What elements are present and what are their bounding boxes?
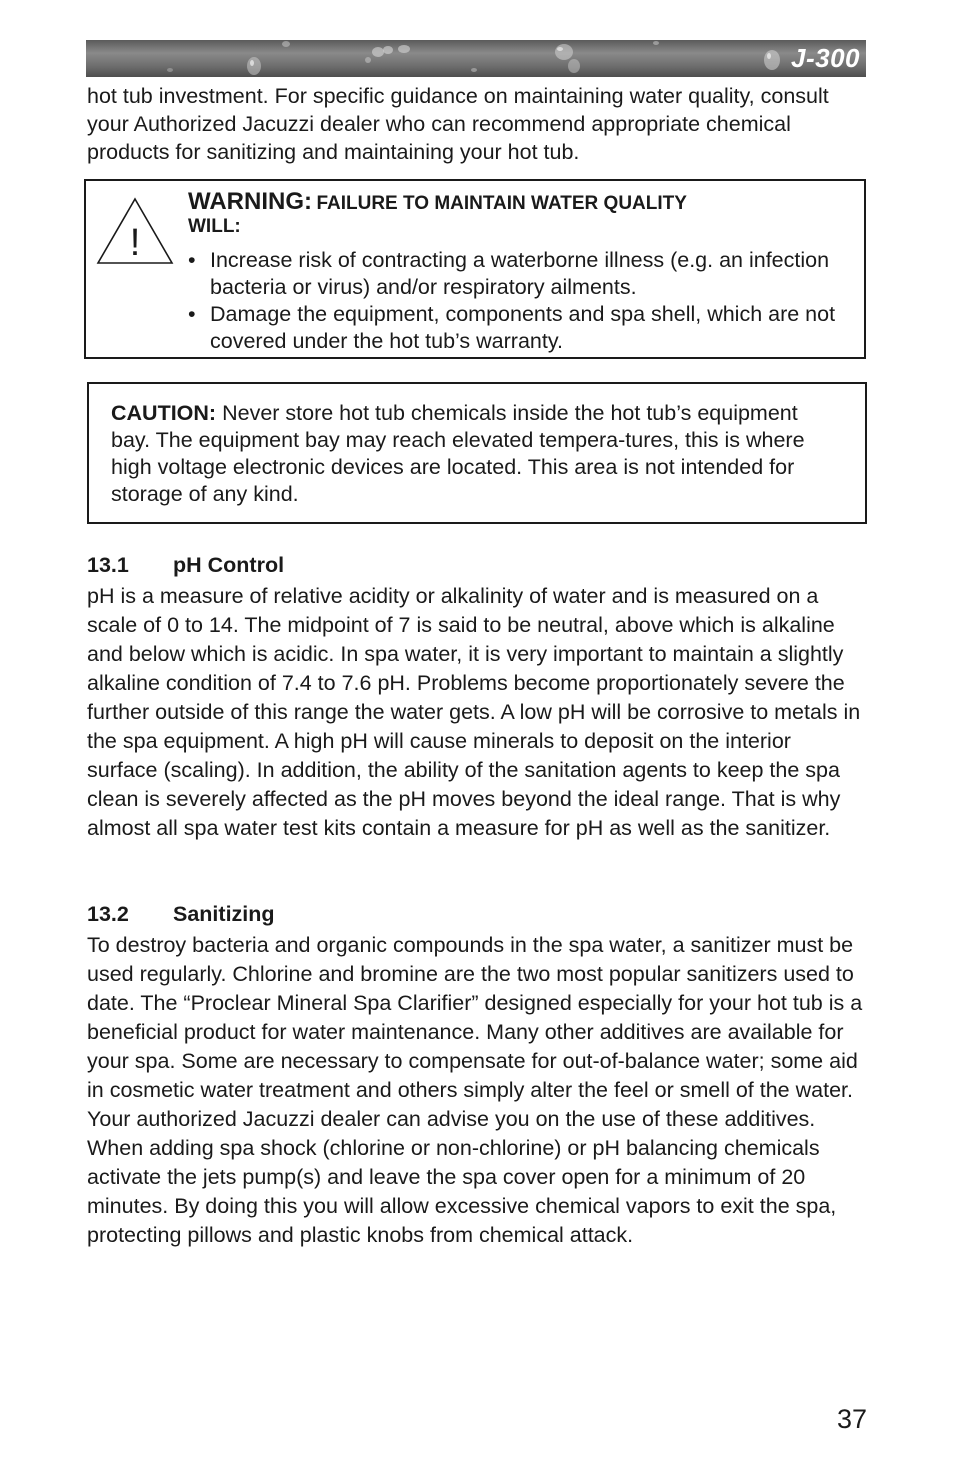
caution-label: CAUTION: [111, 401, 217, 425]
header-bar [86, 40, 866, 77]
warning-item-text: Increase risk of contracting a waterborne illness (e.g. an infection bacteria or virus) and/or respiratory ailments. [210, 248, 830, 299]
warning-box [84, 179, 866, 359]
section-number: 13.1 [87, 553, 129, 577]
model-label: J-300 [791, 43, 860, 73]
caution-box [87, 382, 867, 524]
water-droplets-decoration [86, 40, 866, 77]
warning-triangle-icon [94, 195, 176, 267]
warning-item-text: Damage the equipment, components and spa shell, which are not covered under the hot tub’s warranty. [210, 302, 836, 353]
section-title: pH Control [173, 553, 285, 577]
intro-paragraph: hot tub investment. For specific guidance on maintaining water quality, consult your Authorized Jacuzzi dealer who can recommend appropriate chemical products for sanitizing and maintaining your hot tub. [87, 84, 829, 164]
section-title: Sanitizing [173, 902, 275, 926]
caution-paragraph [111, 400, 841, 508]
section-heading-ph-control [87, 551, 284, 579]
section-number: 13.2 [87, 902, 129, 926]
warning-subtitle-line2: WILL: [188, 216, 241, 237]
warning-item [188, 247, 858, 301]
svg-text:!: ! [129, 222, 141, 264]
page-number: 37 [836, 1404, 867, 1434]
section-body-ph-control: pH is a measure of relative acidity or alkalinity of water and is measured on a scale of 0 to 14. The midpoint of 7 is said to be neutral, above which is alkaline and below which is acidic. In spa water, it is very important to maintain a slightly alkaline condition of 7.4 to 7.6 pH. Problems become proportionately severe the further outside of this range the water gets. A low pH will be corrosive to metals in the spa equipment. A high pH will cause minerals to deposit on the interior surface (scaling). In addition, the ability of the sanitation agents to keep the spa clean is severely affected as the pH moves beyond the ideal range. That is why almost all spa water test kits contain a measure for pH as well as the sanitizer. [87, 584, 861, 840]
warning-label: WARNING: [188, 188, 312, 215]
caution-text: Never store hot tub chemicals inside the hot tub’s equipment bay. The equipment bay may reach elevated tempera-tures, this is where high voltage electronic devices are located. This area is not intended for storage of any kind. [111, 401, 805, 506]
bullet: • [188, 302, 196, 326]
bullet: • [188, 248, 196, 272]
warning-heading [188, 188, 848, 239]
warning-subtitle-line1: FAILURE TO MAINTAIN WATER QUALITY [316, 193, 687, 214]
warning-list [188, 247, 858, 355]
section-heading-sanitizing [87, 900, 275, 928]
section-body-sanitizing: To destroy bacteria and organic compounds in the spa water, a sanitizer must be used regularly. Chlorine and bromine are the two most popular sanitizers used to date. The “Proclear Mineral Spa Clarifier” designed especially for your hot tub is a beneficial product for water maintenance. Many other additives are available for your spa. Some are necessary to compensate for out-of-balance water; some aid in cosmetic water treatment and others simply alter the feel or smell of the water. Your authorized Jacuzzi dealer can advise you on the use of these additives. When adding spa shock (chlorine or non-chlorine) or pH balancing chemicals activate the jets pump(s) and leave the spa cover open for a minimum of 20 minutes. By doing this you will allow excessive chemical vapors to exit the spa, protecting pillows and plastic knobs from chemical attack. [87, 933, 863, 1247]
warning-item [188, 301, 858, 355]
